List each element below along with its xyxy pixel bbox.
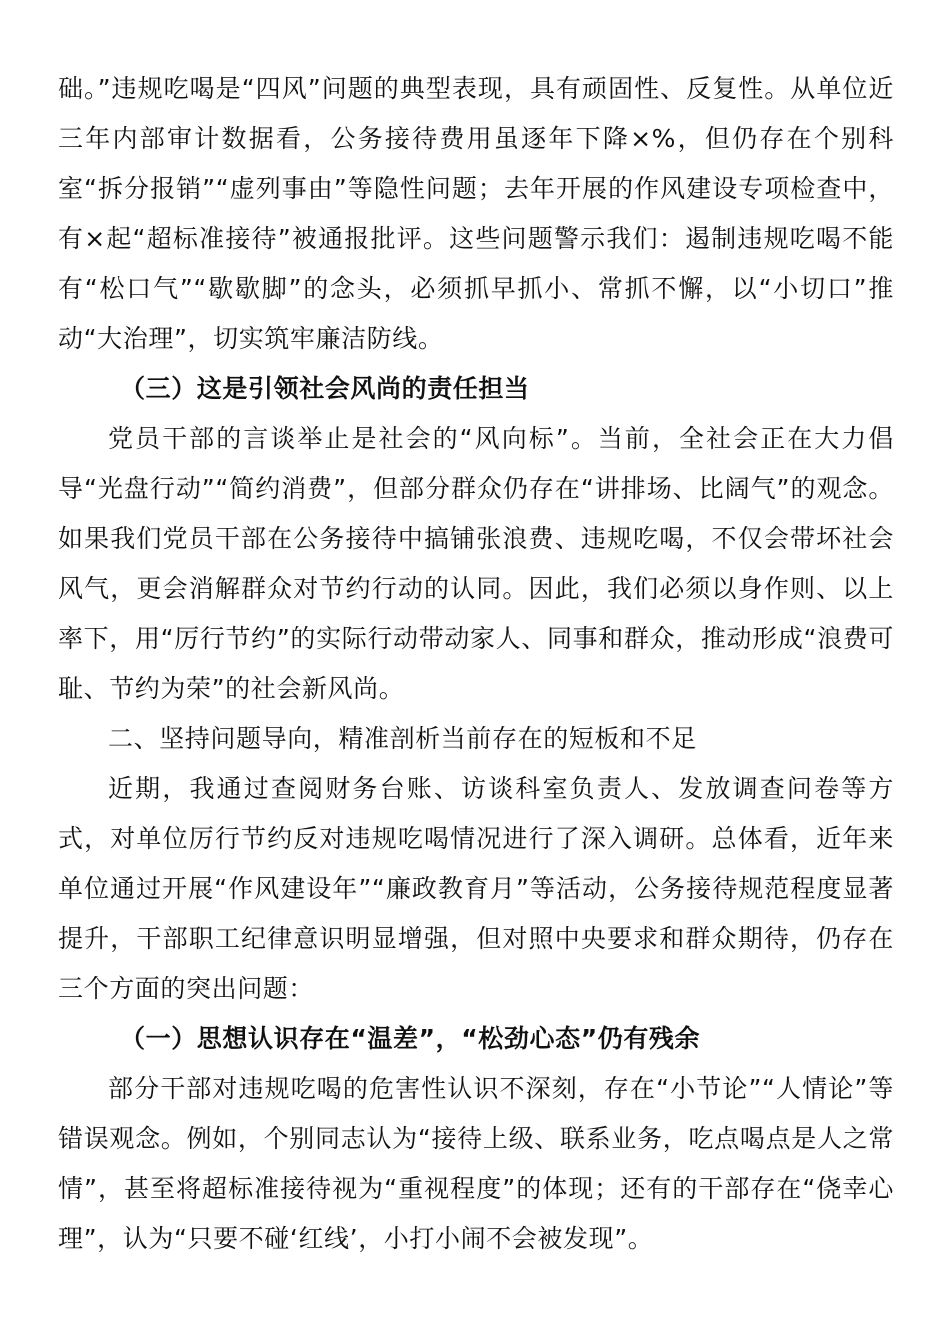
paragraph-research: 近期，我通过查阅财务台账、访谈科室负责人、发放调查问卷等方式，对单位厉行节约反对违规吃喝情况进行了深入调研。总体看，近年来单位通过开展“作风建设年”“廉政教育月”等活动，公务接待规范程度显著提升，干部职工纪律意识明显增强，但对照中央要求和群众期待，仍存在三个方面的突出问题： xyxy=(58,774,894,1003)
subheading-one: （一）思想认识存在“温差”，“松劲心态”仍有残余 xyxy=(120,1024,701,1053)
paragraph-awareness: 部分干部对违规吃喝的危害性认识不深刻，存在“小节论”“人情论”等错误观念。例如，个别同志认为“接待上级、联系业务，吃点喝点是人之常情”，甚至将超标准接待视为“重视程度”的体现；还有的干部存在“侥幸心理”，认为“只要不碰‘红线’，小打小闹不会被发现”。 xyxy=(58,1074,894,1253)
paragraph-social-trend: 党员干部的言谈举止是社会的“风向标”。当前，全社会正在大力倡导“光盘行动”“简约消费”，但部分群众仍存在“讲排场、比阔气”的观念。如果我们党员干部在公务接待中搞铺张浪费、违规吃喝，不仅会带坏社会风气，更会消解群众对节约行动的认同。因此，我们必须以身作则、以上率下，用“厉行节约”的实际行动带动家人、同事和群众，推动形成“浪费可耻、节约为荣”的社会新风尚。 xyxy=(58,424,894,703)
document-page xyxy=(58,64,894,1264)
subheading-three: （三）这是引领社会风尚的责任担当 xyxy=(120,374,530,403)
paragraph-continuation: 础。”违规吃喝是“四风”问题的典型表现，具有顽固性、反复性。从单位近三年内部审计数据看，公务接待费用虽逐年下降×%，但仍存在个别科室“拆分报销”“虚列事由”等隐性问题；去年开展的作风建设专项检查中，有×起“超标准接待”被通报批评。这些问题警示我们：遏制违规吃喝不能有“松口气”“歇歇脚”的念头，必须抓早抓小、常抓不懈，以“小切口”推动“大治理”，切实筑牢廉洁防线。 xyxy=(58,74,894,353)
section-title-two: 二、坚持问题导向，精准剖析当前存在的短板和不足 xyxy=(108,724,697,753)
